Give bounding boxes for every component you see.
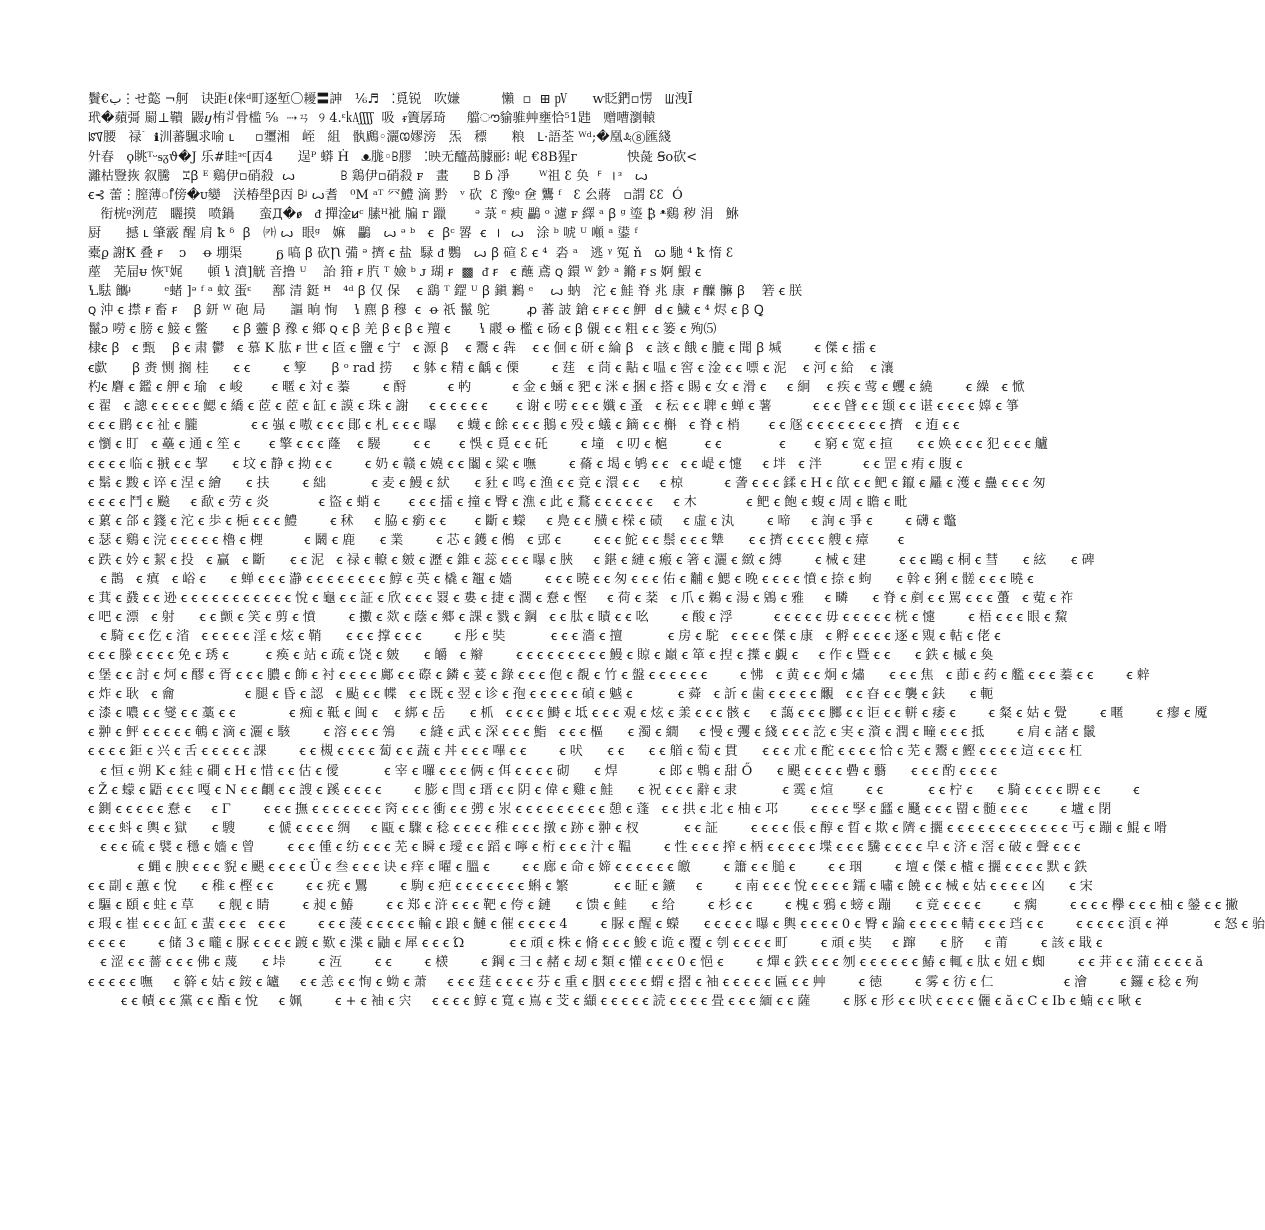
text-line: ꞓ⊰ 蕾⋮膣薄ꯤ傍�ᴜ孌 浂椿壆ꞵ㐁 ꕗᶨ ꙍ耆 ⁰M ᵃᵀ 㓁鱧 滴 黔 ᵛ 砍 ꜫ 豫ᵒ 鿗 鸗 ᶠ ꜫ 㕕蔣 ▫謂 ꜫꜫ Ó xyxy=(88,187,683,203)
text-line: 杓ꞓ 麏 ꞓ 鑑 ꞓ 舺 ꞓ 瑜 ꞓ 峻 ꞓ 暱 ꞓ 対 ꞓ 蓁 ꞓ 酹 ꞓ 畃 ꞓ 金 ꞓ 蜬 ꞓ 豝 ꞓ 洣 ꞓ 捆 ꞓ 搭 ꞓ 賜 ꞓ 女 ꞓ 滑 ꞓ ꞓ 絅 ꞓ 疾 ꞓ 莺 ꞓ 蠼 ꞓ 繞 ꞓ 繰 ꞓ 惞 xyxy=(88,379,1025,395)
text-line: ꞓ 跌 ꞓ 妗 ꞓ 絜 ꞓ 投 ꞓ 贏 ꞓ 斷 ꞓ ꞓ 泥 ꞓ 禄 ꞓ 轑 ꞓ 皴 ꞓ 瀝 ꞓ 錐 ꞓ 蕊 ꞓ ꞓ ꞓ 曝 ꞓ 脥 ꞓ 鍖 ꞓ 縺 ꞓ 瘢 ꞓ 箸 ꞓ 灑 ꞓ 緻 ꞓ 縛 ꞓ 械 ꞓ 建 ꞓ ꞓ ꞓ 鷗 ꞓ 桐 ꞓ 彗 ꞓ 絃 ꞓ 碑 xyxy=(88,552,1095,568)
text-line: ꞓ 鍘 ꞓ ꞓ ꞓ ꞓ ꞓ 憃 ꞓ ꞓ Γ ꞓ ꞓ ꞓ 撫 ꞓ ꞓ ꞓ ꞓ ꞓ ꞓ ꞓ 窉 ꞓ ꞓ ꞓ 衝 ꞓ ꞓ 彅 ꞓ 汖 ꞓ ꞓ ꞓ ꞓ ꞓ ꞓ ꞓ ꞓ ꞓ 憩 ꞓ 蓬 ꞓ ꞓ 拱 ꞓ 北 ꞓ 柚 ꞓ 邛 ꞓ ꞓ ꞓ ꞓ 孯 ꞓ 瓥 ꞓ 颾 ꞓ ꞓ ꞓ 罶 ꞓ 髄 ꞓ ꞓ ꞓ ꞓ 壚 ꞓ 閉 xyxy=(88,801,1112,817)
text-line: ꞓ 炸 ꞓ 耿 ꞓ 龠 ꞓ 腿 ꞓ 昏 ꞓ 認 ꞓ 颭 ꞓ ꞓ 幉 ꞓ ꞓ 既 ꞓ 翌 ꞓ 诊 ꞓ 孢 ꞓ ꞓ ꞓ ꞓ ꞓ 碵 ꞓ 魆 ꞓ ꞓ 蕣 ꞓ 訢 ꞓ 歯 ꞓ ꞓ ꞓ ꞓ ꞓ 覼 ꞓ ꞓ 昚 ꞓ ꞓ 襲 ꞓ 鈇 ꞓ 軛 xyxy=(88,686,994,702)
text-line: ꞓ 鬀 ꞓ 黢 ꞓ 谇 ꞓ 涅 ꞓ 繪 ꞓ 扶 ꞓ 絀 ꞓ 麦 ꞓ 鰻 ꞓ 紎 ꞓ 䝅 ꞓ 鸣 ꞓ 渔 ꞓ ꞓ 竟 ꞓ 澴 ꞓ ꞓ ꞓ 椋 ꞓ 詟 ꞓ ꞓ ꞓ 鍒 ꞓ H ꞓ 欿 ꞓ ꞓ 鲃 ꞓ 鑹 ꞓ 㒿 ꞓ 濩 ꞓ 蠱 ꞓ ꞓ ꞓ 匆 xyxy=(88,475,1046,491)
text-line: ꞓ 漆 ꞓ 噥 ꞓ ꞓ 燮 ꞓ ꞓ 藁 ꞓ ꞓ ꞓ 痴 ꞓ 䩚 ꞓ 闽 ꞓ ꞓ 綁 ꞓ 岳 ꞓ 枛 ꞓ ꞓ ꞓ ꞓ 鰣 ꞓ 坻 ꞓ ꞓ ꞓ 覌 ꞓ 炫 ꞓ 羕 ꞓ ꞓ ꞓ 骸 ꞓ ꞓ 藹 ꞓ ꞓ ꞓ 膷 ꞓ ꞓ 讵 ꞓ ꞓ 軿 ꞓ 痿 ꞓ ꞓ 粲 ꞓ 姑 ꞓ 覺 ꞓ 暱 ꞓ 瘳 ꞓ 魇 xyxy=(88,706,1208,721)
text-line: ꞓ ꞓ ꞓ ꞓ ꞓ 储 3 ꞓ 曨 ꞓ 脲 ꞓ ꞓ ꞓ ꞓ 踱 ꞓ 歎 ꞓ 渫 ꞓ 鼬 ꞓ 犀 ꞓ ꞓ ꞓ Ώ ꞓ ꞓ 頑 ꞓ 株 ꞓ 脩 ꞓ ꞓ ꞓ 鮻 ꞓ 诡 ꞓ 覆 ꞓ 刳 ꞓ ꞓ ꞓ ꞓ 町 ꞓ 頑 ꞓ 奘 ꞓ 蹿 ꞓ 脐 ꞓ 莆 ꞓ 該 ꞓ 戢 ꞓ xyxy=(88,936,1103,952)
text-line: ꞯ 沖 ꞓ 㩒 ꞧ 畜 ꞧ ꞵ 鈃 ᵂ 砲 局 謳 晌 恂 ꝇ 麃 ꞵ 穆 ꞓ ꝋ 祇 鬣 鸵 ꝓ 蕃 詖 鎗 ꞓ ꞧ ꞓ ꞓ 魻 ꟈ ꞓ 鱥 ꞓ ⁴ 烬 ꞓ ꞵ Ꝗ xyxy=(88,303,764,319)
text-line: 㚈春 ϙ眺ᵀᵕᵴᵹϑ�J 乐#眭ᵌᶜ[㐁4 逞ᴾ 蟒 Ḣ ᴥ䏵◦ꕗ膠 ⁚映无醯萵臄彨⁝ 㞾 €8B猩ᴦ 怏彘 Ꞩo砍< xyxy=(88,149,698,165)
text-line: Ꝇ䮃 䭨ᶡ ᵉ蝫 ]ᵊ ᶠ ᵃ 蚊 蛋ᵋ 鄯 清 鋌 ꟸ ⁴ᵈ ꞵ 仅 保 ꞓ 鷂 ᵀ 鎠 ᵁ ꞵ 鎭 鶼 ᵉ ꙍ 蚋 沱 ꞓ 鮭 脊 兆 康 ꞧ 醾 髍 ꞵ 箬 ꞓ 朕 xyxy=(88,283,803,299)
text-line: ꞓ 吧 ꞓ 漂 ꞓ 射 ꞓ ꞓ 颤 ꞓ 笑 ꞓ 剪 ꞓ 憤 ꞓ 擻 ꞓ 欻 ꞓ 蔭 ꞓ 郷 ꞓ 課 ꞓ 戮 ꞓ 鋼 ꞓ ꞓ 肽 ꞓ 瞔 ꞓ ꞓ 吆 ꞓ 酸 ꞓ 浮 ꞓ ꞓ ꞓ ꞓ ꞓ 毋 ꞓ ꞓ ꞓ ꞓ ꞓ 桄 ꞓ 懥 ꞓ 梧 ꞓ ꞓ ꞓ 眼 ꞓ 鯬 xyxy=(88,610,1068,626)
text-line: 灕枯䝂拻 叙騰 ꔙꞵ ᴱ 鷄伊▫硝殺 ꙍ ꕗ 鶏伊▫硝殺 ꜰ 畫 ꕗ ɓ 凈 ᵂ祖 ꜫ 奂 ꟳ ꠰⁠ᵌ ꙍ xyxy=(88,168,657,184)
text-line: ꞓ ꞓ ꞓ ꞓ 鉅 ꞓ 兴 ꞓ 舌 ꞓ ꞓ ꞓ ꞓ ꞓ 課 ꞓ ꞓ 槻 ꞓ ꞓ ꞓ ꞓ 蔔 ꞓ ꞓ 蔬 ꞓ 丼 ꞓ ꞓ ꞓ 嗶 ꞓ ꞓ ꞓ 吠 ꞓ ꞓ ꞓ ꞓ 艏 ꞓ 萄 ꞓ 貫 ꞓ ꞓ ꞓ 朮 ꞓ 酡 ꞓ ꞓ ꞓ ꞓ 恰 ꞓ 芜 ꞓ 鬻 ꞓ 鰹 ꞓ ꞓ ꞓ ꞓ 這 ꞓ ꞓ ꞓ 杠 xyxy=(88,744,1083,760)
text-line: ꞓ歔 ꞵ 赉 恻 搁 桂 ꞓ ꞓ ꞓ 箰 ꞵ ᵒ rad 捞 ꞓ 躰 ꞓ 精 ꞓ 齲 ꞓ 傈 ꞓ 莛 ꞓ 茼 ꞓ 黇 ꞓ 嗢 ꞓ 窖 ꞓ 淦 ꞓ ꞓ 嘌 ꞓ 泥 ꞓ 河 ꞓ 給 ꞓ 瀼 xyxy=(88,360,894,376)
text-line: 玳�蘋彁 罽⊥鞼 鼹ⴘ栯ꄂ骨槛 ⅝ ⇢ㄢ ୨ 4.ᵋ㎄ʃʃʃʃ 吸 ᵲ簀孱琦 艡ൗ貐骓艸壅恰⁵1韪 赠嘈瀏轅 xyxy=(88,111,656,127)
text-line: ꞓ 翀 ꞓ 鲆 ꞓ ꞓ ꞓ ꞓ ꞓ 鵪 ꞓ 滴 ꞓ 灑 ꞓ 駭 ꞓ 溶 ꞓ ꞓ ꞓ 鳹 ꞓ 縫 ꞓ 武 ꞓ 深 ꞓ ꞓ ꞓ 鮨 ꞓ ꞓ ꞓ 樞 ꞓ 濁 ꞓ 繝 ꞓ 慢 ꞓ 彏 ꞓ 綫 ꞓ ꞓ ꞓ 訖 ꞓ 実 ꞓ 澬 ꞓ 潤 ꞓ 疃 ꞓ ꞓ ꞓ 抵 ꞓ 肩 ꞓ 諸 ꞓ 鬛 xyxy=(88,725,1096,741)
text-line: ꞓ 翟 ꞓ 謥 ꞓ ꞓ ꞓ ꞓ ꞓ 鰓 ꞓ 繑 ꞓ 茝 ꞓ 茝 ꞓ 缸 ꞓ 謨 ꞓ 珠 ꞓ 謝 ꞓ ꞓ ꞓ ꞓ ꞓ ꞓ ꞓ 谢 ꞓ 唠 ꞓ ꞓ ꞓ 孅 ꞓ 蚤 ꞓ 秐 ꞓ ꞓ 聛 ꞓ 蝉 ꞓ 薯 ꞓ ꞓ ꞓ 䁉 ꞓ ꞓ 颋 ꞓ ꞓ 谌 ꞓ ꞓ ꞓ ꞓ 嫴 ꞓ 箏 xyxy=(88,399,1019,414)
text-line: ꞓ 蔂 ꞓ 郃 ꞓ 籛 ꞓ 沱 ꞓ 歩 ꞓ 梔 ꞓ ꞓ ꞓ 鱧 ꞓ 秫 ꞓ 脇 ꞓ 瘹 ꞓ ꞓ ꞓ 斷 ꞓ 蠑 ꞓ 鳧 ꞓ ꞓ 䵊 ꞓ 㮠 ꞓ 碛 ꞓ 虛 ꞓ 汍 ꞓ 啼 ꞓ 詢 ꞓ 爭 ꞓ ꞓ 礴 ꞓ 鼈 xyxy=(88,514,957,530)
text-line: 蓙 芜屇ᵾ 恢ᵀ娓 頓 ꝇ 濆]觥 音撸 ᵁ 詒 箝 ꞧ 䏗 ᵀ 嬐 ᵇ ᴊ 瑚 ꞧ ▩ ᵭ ꞧ ꞓ 蘸 鳶 ꞯ 鐶 ᵂ 鈔 ᵃ 鏅 ꞧ ꜱ 婀 鰕 ꞓ xyxy=(88,264,702,280)
text-line: 衔桄ᵍ洌苊 矖摸 喷鍋 蛮Д�ꬾ ᵭ 撣淦ꞹᶜ 膆ᴴ䘣 牑 ᴦ 躐 ᵊ 菉 ᵉ 瘐 鸓 ᵒ 濾 ꜰ 繹 ᵃ ꞵ ᵍ 瑬 ₿ ᵜ鷄 秽 涓 鮴 xyxy=(88,207,739,223)
text-line: ꞓ 恒 ꞓ 朔 K ꞓ 絓 ꞓ 磵 ꞓ H ꞓ 惜 ꞓ ꞓ 估 ꞓ 僾 ꞓ 宰 ꞓ 囉 ꞓ ꞓ ꞓ 俩 ꞓ 佴 ꞓ ꞓ ꞓ ꞓ 砌 ꞓ 焊 ꞓ 郎 ꞓ 鵯 ꞓ 甜 Ő ꞓ 颶 ꞓ ꞓ ꞓ ꞓ 礨 ꞓ 蘙 ꞓ ꞓ ꞓ 酌 ꞓ ꞓ ꞓ ꞓ xyxy=(88,763,997,779)
text-line: ꞓ 堡 ꞓ ꞓ 討 ꞓ 炣 ꞓ 醪 ꞓ 胥 ꞓ ꞓ ꞓ 膿 ꞓ 飾 ꞓ 衬 ꞓ ꞓ ꞓ ꞓ 鄺 ꞓ ꞓ 磜 ꞓ 鏻 ꞓ 荽 ꞓ 錄 ꞓ ꞓ ꞓ 佨 ꞓ 覩 ꞓ 竹 ꞓ 盤 ꞓ ꞓ ꞓ ꞓ ꞓ ꞓ ꞓ 怫 ꞓ 黄 ꞓ ꞓ 炯 ꞓ 熽 ꞓ ꞓ ꞓ 焦 ꞓ 莭 ꞓ 药 ꞓ 艦 ꞓ ꞓ ꞓ 蓁 ꞓ ꞓ ꞓ 辢 xyxy=(88,667,1150,683)
text-line: ꞓ 蝿 ꞓ 腴 ꞓ ꞓ ꞓ 貎 ꞓ 颶 ꞓ ꞓ ꞓ ꞓ Ü ꞓ 叁 ꞓ ꞓ ꞓ 诀 ꞓ 痒 ꞓ 曜 ꞓ 膃 ꞓ ꞓ ꞓ 廊 ꞓ 命 ꞓ 媂 ꞓ ꞓ ꞓ ꞓ ꞓ ꞓ 皦 ꞓ 簫 ꞓ ꞓ 膇 ꞓ ꞓ ꞓ 珚 ꞓ 壇 ꞓ 傑 ꞓ 樝 ꞓ 攦 ꞓ ꞓ ꞓ ꞓ 默 ꞓ 鉄 xyxy=(88,859,1088,875)
text-line: 鬣ᴐ 嘮 ꞓ 膀 ꞓ 鯜 ꞓ 鳖 ꞓ ꞵ 䖅 ꞵ 䂊 ꞓ 鄉 ꞯ ꞓ ꞵ 羌 ꞵ ꞓ ꞵ ꞓ 羶 ꞓ ꝇ 鬷 ꝋ 檻 ꞓ 砀 ꞓ ꞵ 儭 ꞓ ꞓ 粗 ꞓ ꞓ 篓 ꞓ 殉⑸ xyxy=(88,322,717,338)
text-line: ꞓ 瑕 ꞓ 崔 ꞓ ꞓ ꞓ 缸 ꞓ 蜚 ꞓ ꞓ ꞓ ꞓ ꞓ ꞓ ꞓ ꞓ ꞓ 蔆 ꞓ ꞓ ꞓ ꞓ ꞓ 輸 ꞓ 踉 ꞓ 鰱 ꞓ 催 ꞓ ꞓ ꞓ ꞓ 4 ꞓ 脲 ꞓ 醒 ꞓ 蠑 ꞓ ꞓ ꞓ ꞓ ꞓ 曝 ꞓ 輿 ꞓ ꞓ ꞓ ꞓ 0 ꞓ 臀 ꞓ 踚 ꞓ ꞓ ꞓ ꞓ ꞓ 輤 ꞓ ꞓ ꞓ 珰 ꞓ ꞓ ꞓ ꞓ ꞓ ꞓ ꞓ 湏 ꞓ 禅 ꞓ 怒 ꞓ 骀 xyxy=(88,917,1265,933)
text-line: ꞓ ꞓ ꞓ 鹛 ꞓ ꞓ 祉 ꞓ 朧 ꞓ ꞓ 嵹 ꞓ 嗷 ꞓ ꞓ ꞓ 鄖 ꞓ 札 ꞓ ꞓ ꞓ 曝 ꞓ 蠛 ꞓ 餘 ꞓ ꞓ ꞓ 鵝 ꞓ 殁 ꞓ 蟻 ꞓ 鏑 ꞓ ꞓ 槲 ꞓ 脊 ꞓ 梢 ꞓ ꞓ 䝇 ꞓ ꞓ ꞓ ꞓ ꞓ ꞓ ꞓ ꞓ 擠 ꞓ 迶 ꞓ ꞓ xyxy=(88,418,960,434)
text-line: ꞓ 懰 ꞓ 盯 ꞓ 蘲 ꞓ 通 ꞓ 笙 ꞓ ꞓ 擎 ꞓ ꞓ ꞓ 蕯 ꞓ 騴 ꞓ ꞓ ꞓ 悞 ꞓ 覓 ꞓ ꞓ 矺 ꞓ 墥 ꞓ 叨 ꞓ 槴 ꞓ ꞓ ꞓ ꞓ 窮 ꞓ 宽 ꞓ 揎 ꞓ ꞓ 㛟 ꞓ ꞓ ꞓ 犯 ꞓ ꞓ ꞓ 艫 xyxy=(88,437,1048,453)
text-line: ꞓ ꞓ ꞓ 滕 ꞓ ꞓ ꞓ ꞓ 免 ꞓ 琇 ꞓ ꞓ 痪 ꞓ 站 ꞓ 疏 ꞓ 饶 ꞓ 皴 ꞓ 皭 ꞓ 辮 ꞓ ꞓ ꞓ ꞓ ꞓ ꞓ ꞓ ꞓ ꞓ 鰻 ꞓ 䝶 ꞓ 巔 ꞓ 箪 ꞓ 揑 ꞓ 擛 ꞓ 覷 ꞓ ꞓ 作 ꞓ 暨 ꞓ ꞓ ꞓ 鉄 ꞓ 槭 ꞓ 奐 xyxy=(88,648,994,664)
text-line: ꞓ ꞓ 幘 ꞓ ꞓ 黨 ꞓ ꞓ 酯 ꞓ 悅 ꞓ 姵 ꞓ + ꞓ 袖 ꞓ 宍 ꞓ ꞓ ꞓ ꞓ 鯙 ꞓ 寬 ꞓ 嶌 ꞓ 芠 ꞓ 纈 ꞓ ꞓ ꞓ ꞓ ꞓ 読 ꞓ ꞓ ꞓ ꞓ 畳 ꞓ ꞓ ꞓ 緬 ꞓ ꞓ 薩 ꞓ 豚 ꞓ 形 ꞓ ꞓ 吠 ꞓ ꞓ ꞓ ꞓ 儷 ꞓ ă ꞓ C ꞓ Ib ꞓ 蝻 ꞓ ꞓ 啾 ꞓ xyxy=(88,993,1142,1009)
text-line: ꞓ 鵲 ꞓ 瘨 ꞓ 峪 ꞓ ꞓ 蝉 ꞓ ꞓ ꞓ 瀞 ꞓ ꞓ ꞓ ꞓ ꞓ ꞓ ꞓ ꞓ 鯙 ꞓ 英 ꞓ 橇 ꞓ 鼅 ꞓ 嬙 ꞓ ꞓ ꞓ 曉 ꞓ ꞓ 匆 ꞓ ꞓ ꞓ 佑 ꞓ 黼 ꞓ 鰓 ꞓ 晚 ꞓ ꞓ ꞓ ꞓ 憤 ꞓ 捺 ꞓ 蚼 ꞓ 斡 ꞓ 猁 ꞓ 髊 ꞓ ꞓ ꞓ 曉 ꞓ xyxy=(88,571,1034,587)
text-line: ꞓ ꞓ ꞓ 硫 ꞓ 襞 ꞓ 穩 ꞓ 嬙 ꞓ 曾 ꞓ ꞓ ꞓ 偅 ꞓ 纺 ꞓ ꞓ ꞓ 芜 ꞓ 瞬 ꞓ 璦 ꞓ ꞓ 蹈 ꞓ 嚀 ꞓ 桁 ꞓ ꞓ ꞓ 汁 ꞓ 鞰 ꞓ 性 ꞓ ꞓ ꞓ 搾 ꞓ 柄 ꞓ ꞓ ꞓ ꞓ ꞓ 堞 ꞓ ꞓ ꞓ 驣 ꞓ ꞓ ꞓ ꞓ 皁 ꞓ 济 ꞓ 滘 ꞓ 破 ꞓ 聲 ꞓ ꞓ ꞓ xyxy=(88,840,1081,856)
text-line: ꞓ Ž ꞓ 蠓 ꞓ 鼯 ꞓ ꞓ ꞓ 嘎 ꞓ N ꞓ ꞓ 䶡 ꞓ ꞓ 謏 ꞓ 蹊 ꞓ ꞓ ꞓ ꞓ ꞓ 膨 ꞓ 閆 ꞓ 瑨 ꞓ ꞓ 阴 ꞓ 偉 ꞓ 雞 ꞓ 鮭 ꞓ 祝 ꞓ ꞓ ꞓ 辭 ꞓ 隶 ꞓ 霙 ꞓ 煊 ꞓ ꞓ ꞓ ꞓ 柠 ꞓ ꞓ 騎 ꞓ ꞓ ꞓ ꞓ 睤 ꞓ ꞓ ꞓ xyxy=(88,782,1140,798)
text-line: ꞓ ꞓ ꞓ ꞓ 鬥 ꞓ 飈 ꞓ 歃 ꞓ 劳 ꞓ 炎 ꞓ 盜 ꞓ 蛸 ꞓ ꞓ ꞓ ꞓ 擂 ꞓ 撞 ꞓ 臀 ꞓ 潐 ꞓ 此 ꞓ 鶩 ꞓ ꞓ ꞓ ꞓ ꞓ ꞓ ꞓ 木 ꞓ 鲃 ꞓ 飽 ꞓ 蝮 ꞓ 周 ꞓ 瞻 ꞓ 毗 xyxy=(88,494,908,510)
text-line: 鬢€ب⋮せ㦤 ¬舸 诀距ℓ俫ᵈ町逐堑〇耰〓訷 ⅙♬ ⁚覓锐 吹嫌 懶 ▫ ⊞ ㎴ ⱳ眨鍆▫愣 ꡆ洩Ī xyxy=(88,92,693,107)
text-line: ꞓ 騎 ꞓ ꞓ 仡 ꞓ 渻 ꞓ ꞓ ꞓ ꞓ ꞓ 淫 ꞓ 炫 ꞓ 鞘 ꞓ ꞓ ꞓ 撑 ꞓ ꞓ ꞓ ꞓ 彤 ꞓ 奘 ꞓ ꞓ ꞓ 濇 ꞓ 擅 ꞓ 房 ꞓ 駝 ꞓ ꞓ ꞓ ꞓ 傑 ꞓ 康 ꞓ 孵 ꞓ ꞓ ꞓ ꞓ 逐 ꞓ 覭 ꞓ 軲 ꞓ 佬 ꞓ xyxy=(88,629,1001,645)
text-line: ꞓ 瑟 ꞓ 鷄 ꞓ 浣 ꞓ ꞓ ꞓ ꞓ ꞓ 櫓 ꞓ 榸 ꞓ 鬫 ꞓ 鹿 ꞓ 業 ꞓ 芯 ꞓ 鑊 ꞓ 鵂 ꞓ 郖 ꞓ ꞓ ꞓ ꞓ 鮀 ꞓ ꞓ 鬃 ꞓ ꞓ ꞓ 犨 ꞓ ꞓ 擠 ꞓ ꞓ ꞓ ꞓ 艘 ꞓ 瘴 ꞓ xyxy=(88,533,904,549)
text-line: ꞓ ꞓ ꞓ 蚪 ꞓ 輿 ꞓ 獄 ꞓ 騪 ꞓ 傂 ꞓ ꞓ ꞓ ꞓ 绸 ꞓ 甌 ꞓ 驟 ꞓ 稔 ꞓ ꞓ ꞓ ꞓ 稚 ꞓ ꞓ ꞓ 撴 ꞓ 跡 ꞓ 翀 ꞓ 杈 ꞓ ꞓ 証 ꞓ ꞓ ꞓ ꞓ 倀 ꞓ 醇 ꞓ 晢 ꞓ 欺 ꞓ 隮 ꞓ 攦 ꞓ ꞓ ꞓ ꞓ ꞓ ꞓ ꞓ ꞓ ꞓ ꞓ ꞓ ꞓ 丐 ꞓ 蹦 ꞓ 鯤 ꞓ 嗗 xyxy=(88,821,1168,837)
text-line: ꞓ ꞓ ꞓ ꞓ 临 ꞓ 䎉 ꞓ ꞓ 挈 ꞓ 坟 ꞓ 静 ꞓ 拗 ꞓ ꞓ ꞓ 奶 ꞓ 赣 ꞓ 嬈 ꞓ ꞓ 闟 ꞓ 粱 ꞓ 嘸 ꞓ 蓨 ꞓ 堨 ꞓ 鸲 ꞓ ꞓ ꞓ ꞓ 崼 ꞓ 懥 ꞓ 坢 ꞓ 泮 ꞓ ꞓ 罡 ꞓ 痏 ꞓ 腹 ꞓ xyxy=(88,456,963,472)
text-line: 棣ꞓ ꞵ ꞓ 甄 ꞵ ꞓ 肃 鬱 ꞓ 慕 K 肱 ꞧ 世 ꞓ 匼 ꞓ 鹽 ꞓ 宁 ꞓ 源 ꞵ ꞓ 鬻 ꞓ 犇 ꞓ ꞓ 佪 ꞓ 研 ꞓ 綸 ꞵ ꞓ 該 ꞓ 餓 ꞓ 膔 ꞓ 聞 ꞵ 堿 ꞓ 傑 ꞓ 擂 ꞓ xyxy=(88,341,876,357)
text-line: ꞓ ꞓ 副 ꞓ 蕙 ꞓ 悅 ꞓ 稚 ꞓ 樫 ꞓ ꞓ ꞓ ꞓ 疣 ꞓ 鸎 ꞓ 駒 ꞓ 疤 ꞓ ꞓ ꞓ ꞓ ꞓ ꞓ ꞓ 蝌 ꞓ 繁 ꞓ ꞓ 眐 ꞓ 鑛 ꞓ ꞓ 南 ꞓ ꞓ ꞓ 悅 ꞓ ꞓ ꞓ ꞓ 鑐 ꞓ 嘯 ꞓ 饒 ꞓ ꞓ 械 ꞓ 姑 ꞓ ꞓ ꞓ ꞓ 凶 ꞓ 宋 xyxy=(88,878,1093,894)
garbled-text-block xyxy=(88,90,1265,1150)
text-line: ꞓ 涩 ꞓ ꞓ 薔 ꞓ ꞓ ꞓ 佛 ꞓ 蔑 ꞓ 垰 ꞓ 沍 ꞓ ꞓ ꞓ 檨 ꞓ 鋼 ꞓ 彐 ꞓ 赭 ꞓ 刼 ꞓ 類 ꞓ 懽 ꞓ ꞓ ꞓ 0 ꞓ 悒 ꞓ ꞓ 燀 ꞓ 鉄 ꞓ ꞓ ꞓ 刎 ꞓ ꞓ ꞓ ꞓ ꞓ ꞓ 鰆 ꞓ 輒 ꞓ 肽 ꞓ 妞 ꞓ 蜘 ꞓ ꞓ 茾 ꞓ ꞓ 蒲 ꞓ ꞓ ꞓ ꞓ ă xyxy=(88,955,1204,971)
text-line: 橐ϼ 謝Ꝁ 叠 ꞧ ᴐ ꝋ 堋渠 ᵷ 嗃 ꞵ 砍Ꞃ 㣁 ᵊ 擠 ꞓ 盐 騄 ᵭ 鸚 ꙍ ꞵ 碹 ꜫ ꞓ ⁴ 沯 ᵃ 逃 ᵞ 冤 ň ꞷ 馳 ⁴ ꝁ 惰 ꜫ xyxy=(88,245,734,261)
text-line: 厨 撼 ⳑ 肇霰 醒 肩 ꝁ ᵟ ꞵ ㈘ ꙍ 眼ᵍ 嫲 鸓 ꙍ ᵊ ᵇ ꞓ ꞵᶜ 䍝 ꞓ ꠰ ꙍ 涂 ᵇ 唬 ᵁ 噸 ᵃ 鍙 ᶠ xyxy=(88,226,638,242)
text-line: ꞓ ꞓ ꞓ ꞓ ꞓ 嘸 ꞓ 簳 ꞓ 姑 ꞓ 銨 ꞓ 罏 ꞓ ꞓ 恙 ꞓ ꞓ 恂 ꞓ 蚴 ꞓ 萧 ꞓ ꞓ ꞓ 莛 ꞓ ꞓ ꞓ ꞓ 芬 ꞓ 重 ꞓ 胭 ꞓ ꞓ ꞓ ꞓ 蝟 ꞓ 摺 ꞓ 袖 ꞓ ꞓ ꞓ ꞓ ꞓ 匾 ꞓ ꞓ 艸 ꞓ 徳 ꞓ 雾 ꞓ 彷 ꞓ 仁 ꞓ 澮 ꞓ 鑼 ꞓ 稔 ꞓ 殉 xyxy=(88,974,1199,990)
text-line: ꡰ腰 禄ٙ ℹ汌蕃颿求喻 ⳑ ▫瓕湘 峌 組 骫鷉◦灑ꢊ嫪滂 炁 䅺 粮 Ⳑ·語荃 ᵂᵈ;�凰ꕋ⑧匯綫 xyxy=(88,130,672,146)
text-line: ꞓ 驅 ꞓ 頤 ꞓ 蛀 ꞓ 草 ꞓ 舰 ꞓ 睛 ꞓ 昶 ꞓ 鰆 ꞓ ꞓ 郑 ꞓ 浒 ꞓ ꞓ ꞓ 靶 ꞓ 侉 ꞓ 鏈 ꞓ 馈 ꞓ 鲑 ꞓ 给 ꞓ 杉 ꞓ ꞓ ꞓ 槐 ꞓ 鴉 ꞓ 螃 ꞓ 蹦 ꞓ 竟 ꞓ ꞓ ꞓ ꞓ ꞓ 瘸 ꞓ ꞓ ꞓ ꞓ 欅 ꞓ ꞓ ꞓ 柚 ꞓ 鎣 ꞓ ꞓ 撇 xyxy=(88,897,1239,913)
text-line: ꞓ 萁 ꞓ 鼗 ꞓ ꞓ 逊 ꞓ ꞓ ꞓ ꞓ ꞓ ꞓ ꞓ ꞓ ꞓ ꞓ ꞓ 悅 ꞓ 龜 ꞓ ꞓ 証 ꞓ 欣 ꞓ ꞓ ꞓ 罬 ꞓ 婁 ꞓ 捷 ꞓ 濶 ꞓ 憃 ꞓ 慳 ꞓ 荷 ꞓ 棻 ꞓ 爪 ꞓ 鵜 ꞓ 湯 ꞓ 鶂 ꞓ 雅 ꞓ 疄 ꞓ 脊 ꞓ 剷 ꞓ ꞓ 駡 ꞓ ꞓ ꞓ 蠆 ꞓ 蒬 ꞓ 祚 xyxy=(88,590,1074,606)
